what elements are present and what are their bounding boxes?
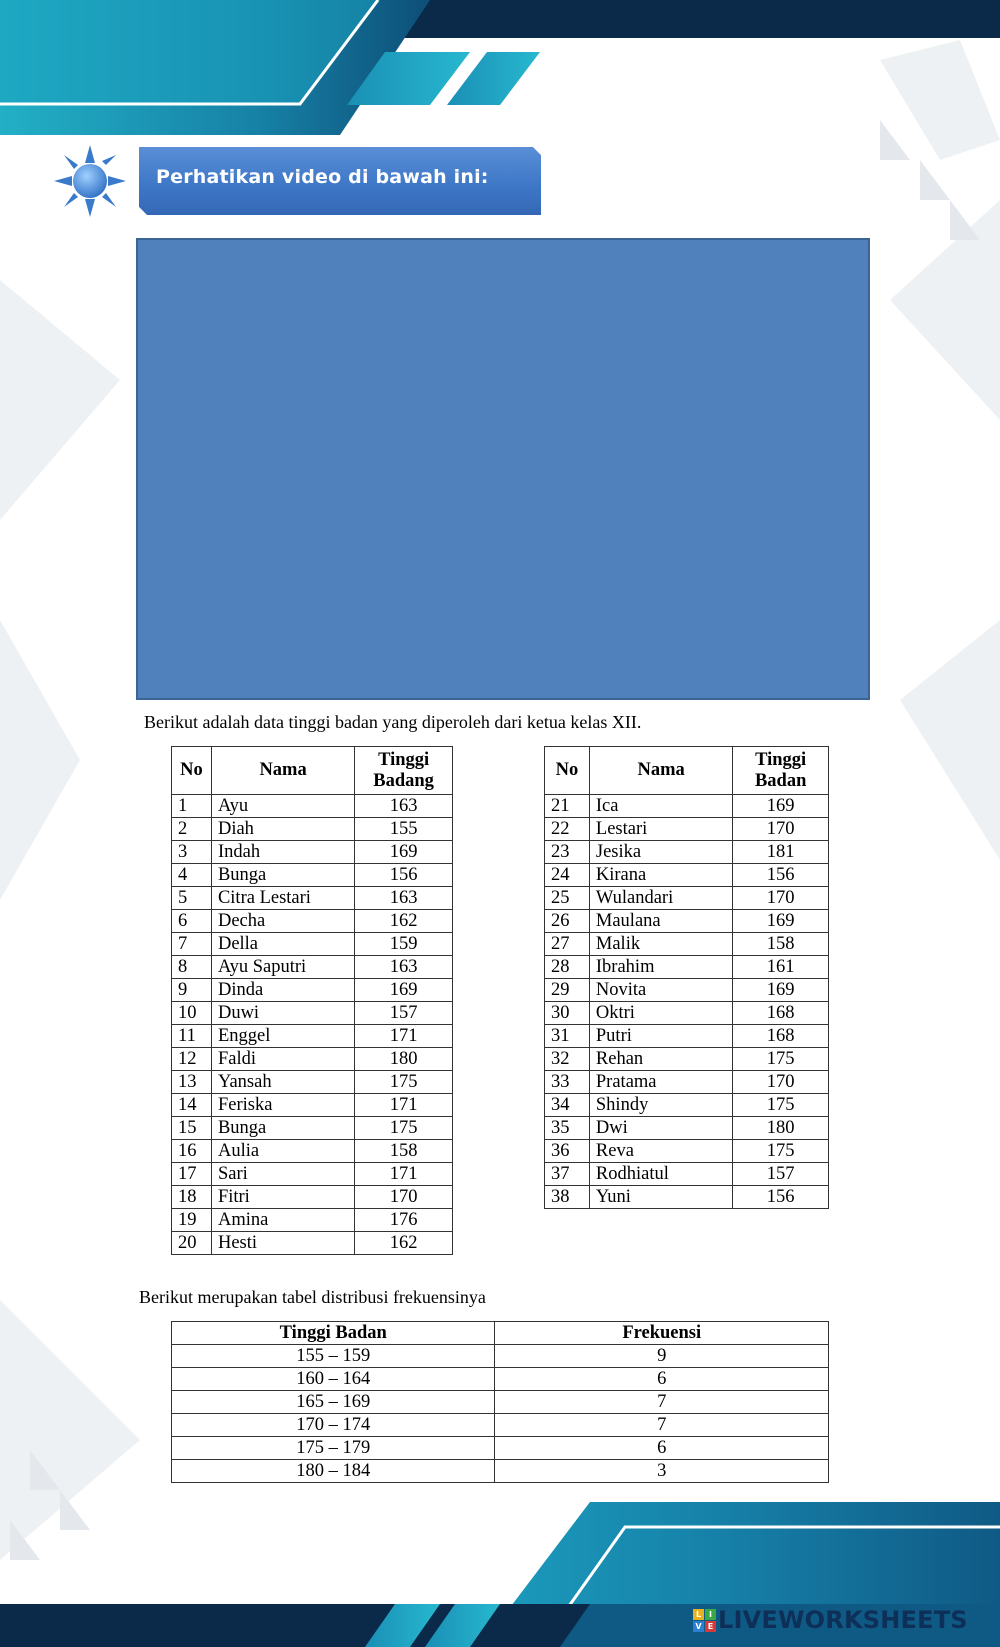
- cell-nama: Novita: [589, 979, 732, 1002]
- cell-nama: Rodhiatul: [589, 1163, 732, 1186]
- sun-icon: [52, 143, 128, 219]
- cell-nama: Putri: [589, 1025, 732, 1048]
- cell-nama: Enggel: [211, 1025, 354, 1048]
- cell-tinggi: 156: [733, 1186, 829, 1209]
- table-row: [545, 1071, 829, 1094]
- table-row: [545, 1186, 829, 1209]
- cell-no: 31: [545, 1025, 590, 1048]
- cell-tinggi: 163: [355, 795, 453, 818]
- column-header-tinggi-badan: Tinggi Badan: [172, 1322, 495, 1345]
- cell-no: 15: [172, 1117, 212, 1140]
- cell-no: 19: [172, 1209, 212, 1232]
- cell-no: 28: [545, 956, 590, 979]
- table-row: [172, 887, 453, 910]
- table-row: [545, 979, 829, 1002]
- cell-nama: Fitri: [211, 1186, 354, 1209]
- cell-frekuensi: 9: [495, 1345, 829, 1368]
- cell-no: 34: [545, 1094, 590, 1117]
- table-row: [172, 1140, 453, 1163]
- cell-no: 1: [172, 795, 212, 818]
- cell-no: 21: [545, 795, 590, 818]
- cell-nama: Citra Lestari: [211, 887, 354, 910]
- frequency-distribution-table: [171, 1321, 829, 1483]
- cell-no: 38: [545, 1186, 590, 1209]
- cell-tinggi: 157: [733, 1163, 829, 1186]
- table-row: [545, 1048, 829, 1071]
- cell-no: 25: [545, 887, 590, 910]
- column-header-nama: Nama: [589, 747, 732, 795]
- table-row: [545, 887, 829, 910]
- cell-no: 20: [172, 1232, 212, 1255]
- cell-no: 7: [172, 933, 212, 956]
- column-header-no: No: [545, 747, 590, 795]
- cell-no: 29: [545, 979, 590, 1002]
- cell-no: 26: [545, 910, 590, 933]
- cell-nama: Lestari: [589, 818, 732, 841]
- table-row: [545, 1117, 829, 1140]
- cell-interval: 160 – 164: [172, 1368, 495, 1391]
- cell-tinggi: 159: [355, 933, 453, 956]
- cell-tinggi: 170: [733, 1071, 829, 1094]
- table-row: [172, 818, 453, 841]
- cell-interval: 180 – 184: [172, 1460, 495, 1483]
- cell-tinggi: 181: [733, 841, 829, 864]
- cell-nama: Reva: [589, 1140, 732, 1163]
- cell-no: 9: [172, 979, 212, 1002]
- cell-interval: 165 – 169: [172, 1391, 495, 1414]
- cell-nama: Dwi: [589, 1117, 732, 1140]
- cell-tinggi: 162: [355, 910, 453, 933]
- cell-frekuensi: 7: [495, 1391, 829, 1414]
- column-header-no: No: [172, 747, 212, 795]
- cell-no: 30: [545, 1002, 590, 1025]
- cell-nama: Ayu: [211, 795, 354, 818]
- cell-nama: Della: [211, 933, 354, 956]
- cell-frekuensi: 6: [495, 1437, 829, 1460]
- table-row: [545, 956, 829, 979]
- table-row: [545, 841, 829, 864]
- cell-nama: Amina: [211, 1209, 354, 1232]
- column-header-tinggi: Tinggi Badan: [733, 747, 829, 795]
- table-row: [172, 1391, 829, 1414]
- cell-tinggi: 163: [355, 887, 453, 910]
- cell-tinggi: 158: [355, 1140, 453, 1163]
- cell-no: 5: [172, 887, 212, 910]
- cell-tinggi: 158: [733, 933, 829, 956]
- cell-no: 22: [545, 818, 590, 841]
- cell-nama: Ica: [589, 795, 732, 818]
- cell-tinggi: 162: [355, 1232, 453, 1255]
- cell-tinggi: 169: [733, 910, 829, 933]
- cell-nama: Bunga: [211, 864, 354, 887]
- table-row: [172, 1414, 829, 1437]
- table-row: [172, 1117, 453, 1140]
- cell-tinggi: 161: [733, 956, 829, 979]
- cell-no: 24: [545, 864, 590, 887]
- table-row: [172, 1048, 453, 1071]
- cell-no: 27: [545, 933, 590, 956]
- table-row: [545, 933, 829, 956]
- cell-tinggi: 170: [733, 818, 829, 841]
- cell-frekuensi: 3: [495, 1460, 829, 1483]
- cell-no: 36: [545, 1140, 590, 1163]
- cell-no: 13: [172, 1071, 212, 1094]
- cell-tinggi: 180: [733, 1117, 829, 1140]
- cell-nama: Indah: [211, 841, 354, 864]
- cell-tinggi: 176: [355, 1209, 453, 1232]
- table-row: [545, 1002, 829, 1025]
- height-data-table-right: [544, 746, 829, 1209]
- cell-tinggi: 169: [733, 979, 829, 1002]
- cell-tinggi: 175: [733, 1048, 829, 1071]
- cell-no: 4: [172, 864, 212, 887]
- cell-tinggi: 163: [355, 956, 453, 979]
- column-header-nama: Nama: [211, 747, 354, 795]
- cell-no: 37: [545, 1163, 590, 1186]
- table-row: [172, 1002, 453, 1025]
- cell-nama: Pratama: [589, 1071, 732, 1094]
- cell-interval: 155 – 159: [172, 1345, 495, 1368]
- frequency-intro-text: Berikut merupakan tabel distribusi frekuensinya: [139, 1287, 486, 1307]
- cell-tinggi: 169: [355, 841, 453, 864]
- cell-tinggi: 156: [733, 864, 829, 887]
- cell-nama: Maulana: [589, 910, 732, 933]
- table-row: [545, 1094, 829, 1117]
- table-row: [545, 910, 829, 933]
- liveworksheets-logo[interactable]: [693, 1606, 968, 1634]
- cell-nama: Bunga: [211, 1117, 354, 1140]
- cell-frekuensi: 6: [495, 1368, 829, 1391]
- cell-tinggi: 171: [355, 1163, 453, 1186]
- cell-no: 6: [172, 910, 212, 933]
- cell-no: 10: [172, 1002, 212, 1025]
- cell-no: 12: [172, 1048, 212, 1071]
- cell-nama: Malik: [589, 933, 732, 956]
- data-intro-text: Berikut adalah data tinggi badan yang diperoleh dari ketua kelas XII.: [144, 712, 642, 732]
- cell-no: 23: [545, 841, 590, 864]
- table-row: [545, 1163, 829, 1186]
- cell-no: 16: [172, 1140, 212, 1163]
- cell-nama: Jesika: [589, 841, 732, 864]
- cell-no: 8: [172, 956, 212, 979]
- table-row: [172, 1025, 453, 1048]
- cell-nama: Sari: [211, 1163, 354, 1186]
- cell-nama: Oktri: [589, 1002, 732, 1025]
- cell-nama: Yuni: [589, 1186, 732, 1209]
- table-row: [172, 841, 453, 864]
- table-row: [545, 795, 829, 818]
- table-row: [172, 864, 453, 887]
- cell-nama: Rehan: [589, 1048, 732, 1071]
- cell-tinggi: 169: [355, 979, 453, 1002]
- cell-no: 18: [172, 1186, 212, 1209]
- cell-no: 32: [545, 1048, 590, 1071]
- cell-tinggi: 171: [355, 1094, 453, 1117]
- table-row: [172, 910, 453, 933]
- table-row: [172, 1209, 453, 1232]
- cell-tinggi: 157: [355, 1002, 453, 1025]
- cell-tinggi: 175: [355, 1117, 453, 1140]
- table-row: [172, 933, 453, 956]
- cell-tinggi: 175: [733, 1094, 829, 1117]
- table-row: [172, 1186, 453, 1209]
- cell-nama: Duwi: [211, 1002, 354, 1025]
- cell-nama: Wulandari: [589, 887, 732, 910]
- cell-no: 17: [172, 1163, 212, 1186]
- cell-frekuensi: 7: [495, 1414, 829, 1437]
- column-header-tinggi: Tinggi Badang: [355, 747, 453, 795]
- cell-tinggi: 168: [733, 1002, 829, 1025]
- cell-nama: Ayu Saputri: [211, 956, 354, 979]
- cell-tinggi: 170: [733, 887, 829, 910]
- table-row: [172, 1163, 453, 1186]
- table-row: [545, 1140, 829, 1163]
- cell-no: 11: [172, 1025, 212, 1048]
- cell-nama: Aulia: [211, 1140, 354, 1163]
- table-row: [545, 818, 829, 841]
- cell-nama: Kirana: [589, 864, 732, 887]
- table-row: [172, 1232, 453, 1255]
- video-player[interactable]: [136, 238, 870, 700]
- cell-no: 3: [172, 841, 212, 864]
- cell-nama: Hesti: [211, 1232, 354, 1255]
- table-row: [172, 1071, 453, 1094]
- logo-text: LIVEWORKSHEETS: [718, 1606, 968, 1634]
- banner-title: Perhatikan video di bawah ini:: [156, 166, 489, 188]
- column-header-frekuensi: Frekuensi: [495, 1322, 829, 1345]
- cell-no: 35: [545, 1117, 590, 1140]
- cell-tinggi: 180: [355, 1048, 453, 1071]
- cell-no: 14: [172, 1094, 212, 1117]
- table-row: [172, 1460, 829, 1483]
- cell-nama: Diah: [211, 818, 354, 841]
- table-row: [172, 1094, 453, 1117]
- cell-nama: Feriska: [211, 1094, 354, 1117]
- cell-tinggi: 175: [733, 1140, 829, 1163]
- cell-interval: 175 – 179: [172, 1437, 495, 1460]
- cell-tinggi: 171: [355, 1025, 453, 1048]
- cell-nama: Yansah: [211, 1071, 354, 1094]
- cell-nama: Decha: [211, 910, 354, 933]
- table-row: [172, 956, 453, 979]
- table-row: [172, 795, 453, 818]
- cell-nama: Shindy: [589, 1094, 732, 1117]
- cell-tinggi: 169: [733, 795, 829, 818]
- cell-tinggi: 175: [355, 1071, 453, 1094]
- cell-nama: Dinda: [211, 979, 354, 1002]
- cell-tinggi: 170: [355, 1186, 453, 1209]
- cell-nama: Ibrahim: [589, 956, 732, 979]
- cell-interval: 170 – 174: [172, 1414, 495, 1437]
- cell-tinggi: 168: [733, 1025, 829, 1048]
- cell-no: 33: [545, 1071, 590, 1094]
- table-row: [172, 1345, 829, 1368]
- table-row: [172, 1437, 829, 1460]
- logo-mark-icon: L I V E: [693, 1609, 716, 1632]
- table-row: [172, 979, 453, 1002]
- table-row: [172, 1368, 829, 1391]
- height-data-table-left: [171, 746, 453, 1255]
- table-row: [545, 864, 829, 887]
- cell-nama: Faldi: [211, 1048, 354, 1071]
- cell-tinggi: 155: [355, 818, 453, 841]
- cell-tinggi: 156: [355, 864, 453, 887]
- cell-no: 2: [172, 818, 212, 841]
- table-row: [545, 1025, 829, 1048]
